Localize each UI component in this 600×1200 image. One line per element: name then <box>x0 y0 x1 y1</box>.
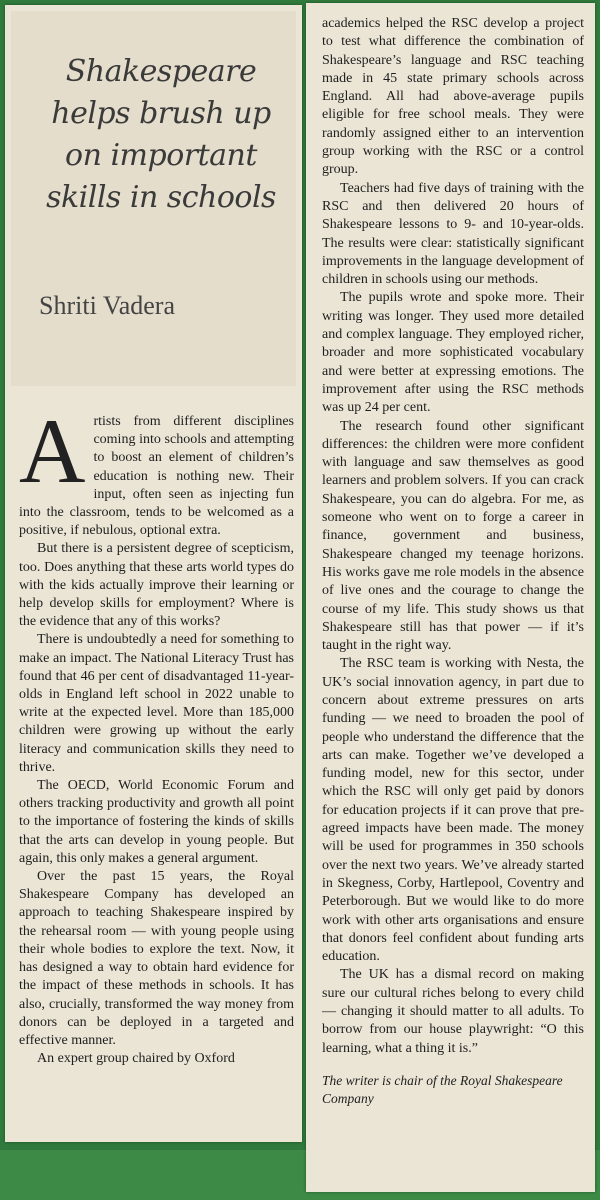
paragraph: There is undoubtedly a need for something to make an impact. The National Literacy Trust has found that 46 per cent of disadvantaged 11-year-olds in England left school in 2022 unable to write at the expected level. More than 185,000 children were growing up without the early literacy and communication skills they need to thrive. <box>19 632 294 775</box>
paragraph: The RSC team is working with Nesta, the UK’s social innovation agency, in part due to concern about extreme pressures on arts funding — we need to broaden the pool of people who understand the difference that the arts can make. Together we’ve developed a funding model, new for this sector, under which the RSC will only get paid by donors for education projects if it can prove that pre-agreed impacts have been made. The money will be used for programmes in 350 schools over the next two years. We’ve already started in Skegness, Corby, Hartlepool, Coventry and Peterborough. But we would like to do more work with other arts organisations and ensure that donors feel confident about funding arts education. <box>322 656 584 965</box>
headline: Shakespeare helps brush up on important skills in schools <box>46 54 276 215</box>
paragraph: Over the past 15 years, the Royal Shakespeare Company has developed an approach to teaching Shakespeare inspired by the rehearsal room — with young people using their whole bodies to explore the text. Now, it has designed a way to obtain hard evidence for the impact of these methods in schools. It has also, crucially, transformed the way money from donors can be deployed in a targeted and effective manner. <box>19 869 294 1048</box>
article-column-left <box>19 400 294 1068</box>
author-credit: The writer is chair of the Royal Shakespeare Company <box>322 1072 563 1106</box>
clipping-left <box>5 5 302 1142</box>
paragraph: academics helped the RSC develop a project to test what difference the combination of Shakespeare’s language and RSC teaching made in 45 state primary schools across England. All had above-average pupils eligible for free school meals. They were randomly assigned either to an intervention group working with the RSC or a control group. <box>322 16 584 178</box>
paragraph: Teachers had five days of training with the RSC and then delivered 20 hours of Shakespeare lessons to 9- and 10-year-olds. The results were clear: statistically significant improvements in the language development of children in schools using our methods. <box>322 180 584 288</box>
paragraph: The UK has a dismal record on making sure our cultural riches belong to every child — changing it should matter to all adults. To borrow from our house playwright: “O this learning, what a thing it is.” <box>322 967 584 1056</box>
article-column-right <box>322 15 584 1108</box>
paragraph: The OECD, World Economic Forum and others tracking productivity and growth all point to the importance of fostering the kinds of skills that the arts can develop in young people. But again, this only makes a general argument. <box>19 778 294 866</box>
paragraph: The pupils wrote and spoke more. Their writing was longer. They used more detailed and complex language. They employed richer, broader and more sophisticated vocabulary and were better at expressing emotions. The improvement after using the RSC methods was up 24 per cent. <box>322 290 584 416</box>
headline-panel <box>11 11 296 386</box>
clipping-right <box>306 3 595 1192</box>
paragraph: But there is a persistent degree of scepticism, too. Does anything that these arts world types do with the kids actually improve their learning or help develop skills for employment? Where is the evidence that any of this works? <box>19 541 294 630</box>
drop-cap: A <box>19 400 86 502</box>
paragraph: The research found other significant differences: the children were more confident with language and saw themselves as good learners and problem solvers. If you can crack Shakespeare, you can do algebra. For me, as someone who went on to forge a career in finance, government and business, Shakespeare changed my teenage horizons. His works gave me role models in the absence of live ones and the courage to change the course of my life. This study shows us that Shakespeare still has that power — if it’s taught in the right way. <box>322 418 584 654</box>
paragraph: Artists from different disciplines coming into schools and attempting to boost an element of children’s education is nothing new. Their input, often seen as injecting fun into the classroom, tends to be welcomed as a positive, if nebulous, optional extra. <box>19 400 294 539</box>
paragraph: An expert group chaired by Oxford <box>37 1051 235 1067</box>
byline: Shriti Vadera <box>39 291 175 320</box>
